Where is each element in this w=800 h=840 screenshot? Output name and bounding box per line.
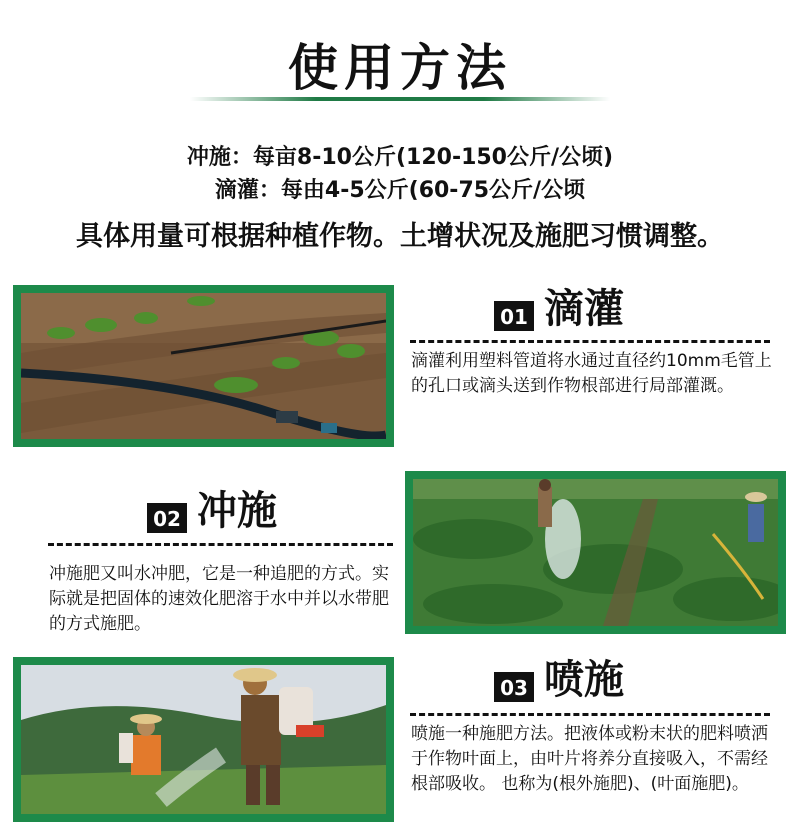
section-flush-heading [147, 489, 277, 533]
dosage-note: 具体用量可根据种植作物。土增状况及施肥习惯调整。 [76, 221, 724, 252]
title-underline [190, 97, 610, 101]
section-number: 02 [147, 503, 187, 533]
rate-drip: 滴灌：每由4-5公斤(60-75公斤/公顷 [214, 178, 586, 203]
section-description: 滴灌利用塑料管道将水通过直径约10mm毛管上的孔口或滴头送到作物根部进行局部灌溉。 [411, 351, 772, 396]
section-description: 喷施一种施肥方法。把液体或粉末状的肥料喷洒于作物叶面上，由叶片将养分直接吸入，不需经根部吸收。 也称为(根外施肥)、(叶面施肥)。 [411, 724, 768, 794]
section-title: 喷施 [544, 656, 624, 703]
section-spray-heading [494, 658, 624, 702]
section-number: 03 [494, 672, 534, 702]
section-description: 冲施肥又叫水冲肥，它是一种追肥的方式。实际就是把固体的速效化肥溶于水中并以水带肥的方式施肥。 [49, 564, 389, 634]
divider [48, 543, 393, 546]
section-number: 01 [494, 301, 534, 331]
rate-flush: 冲施：每亩8-10公斤(120-150公斤/公顷) [186, 145, 614, 170]
divider [410, 340, 770, 343]
flush-fertilizing-photo [405, 471, 786, 634]
page-title: 使用方法 [288, 38, 512, 97]
drip-irrigation-photo [13, 285, 394, 447]
section-title: 滴灌 [544, 285, 624, 332]
spraying-photo [13, 657, 394, 822]
divider [410, 713, 770, 716]
section-drip-heading [494, 287, 624, 331]
section-title: 冲施 [197, 487, 277, 534]
